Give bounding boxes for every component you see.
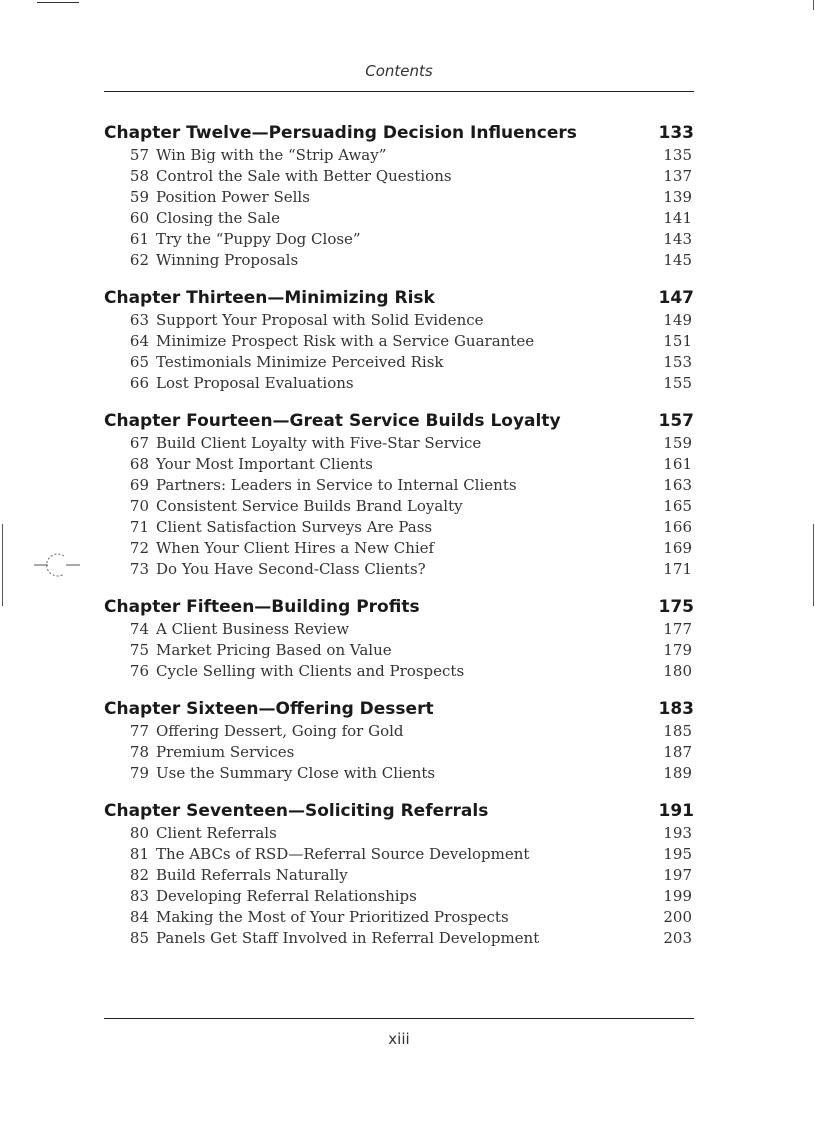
footer-rule — [104, 1018, 694, 1019]
entry-number: 71 — [129, 518, 149, 536]
entry-page: 135 — [663, 146, 692, 164]
entry-title: Control the Sale with Better Questions — [156, 167, 452, 185]
toc-entry — [104, 539, 694, 560]
chapter-heading — [104, 288, 694, 311]
entry-page: 159 — [663, 434, 692, 452]
chapter-section — [104, 801, 694, 950]
toc-entry — [104, 908, 694, 929]
entry-page: 151 — [663, 332, 692, 350]
entry-title: A Client Business Review — [156, 620, 350, 638]
registration-mark-icon — [34, 550, 80, 580]
entry-number: 62 — [129, 251, 149, 269]
entry-title: Lost Proposal Evaluations — [156, 374, 354, 392]
entry-title: Client Satisfaction Surveys Are Pass — [156, 518, 433, 536]
crop-mark-right-top — [813, 0, 814, 10]
entry-number: 82 — [129, 866, 149, 884]
entry-number: 58 — [129, 167, 149, 185]
entry-page: 165 — [663, 497, 692, 515]
toc-entry — [104, 476, 694, 497]
entry-number: 64 — [129, 332, 149, 350]
chapter-heading — [104, 801, 694, 824]
running-head: Contents — [365, 62, 433, 80]
chapter-section — [104, 288, 694, 395]
entry-number: 66 — [129, 374, 149, 392]
entry-title: Testimonials Minimize Perceived Risk — [156, 353, 444, 371]
toc-entry — [104, 332, 694, 353]
entry-number: 85 — [129, 929, 149, 947]
chapter-title: Chapter Sixteen—Offering Dessert — [104, 699, 434, 719]
chapter-section — [104, 411, 694, 581]
toc-entry — [104, 353, 694, 374]
table-of-contents — [104, 123, 694, 966]
chapter-title: Chapter Thirteen—Minimizing Risk — [104, 288, 435, 308]
entry-page: 171 — [663, 560, 692, 578]
entry-page: 166 — [663, 518, 692, 536]
toc-entry — [104, 209, 694, 230]
chapter-section — [104, 123, 694, 272]
toc-entry — [104, 518, 694, 539]
entry-page: 177 — [663, 620, 692, 638]
chapter-page: 157 — [658, 411, 694, 431]
entry-number: 67 — [129, 434, 149, 452]
entry-page: 180 — [663, 662, 692, 680]
entry-page: 153 — [663, 353, 692, 371]
entry-page: 187 — [663, 743, 692, 761]
entry-title: Position Power Sells — [156, 188, 310, 206]
entry-title: Cycle Selling with Clients and Prospects — [156, 662, 465, 680]
toc-entry — [104, 929, 694, 950]
toc-entry — [104, 866, 694, 887]
entry-number: 72 — [129, 539, 149, 557]
entry-number: 57 — [129, 146, 149, 164]
entry-number: 68 — [129, 455, 149, 473]
toc-entry — [104, 497, 694, 518]
entry-page: 200 — [663, 908, 692, 926]
chapter-page: 175 — [658, 597, 694, 617]
entry-number: 61 — [129, 230, 149, 248]
crop-mark-left — [2, 524, 3, 606]
entry-title: Consistent Service Builds Brand Loyalty — [156, 497, 463, 515]
entry-title: Your Most Important Clients — [156, 455, 373, 473]
entry-title: The ABCs of RSD—Referral Source Development — [156, 845, 530, 863]
entry-number: 84 — [129, 908, 149, 926]
entry-page: 141 — [663, 209, 692, 227]
entry-number: 73 — [129, 560, 149, 578]
entry-page: 199 — [663, 887, 692, 905]
entry-title: Support Your Proposal with Solid Evidence — [156, 311, 484, 329]
toc-entry — [104, 167, 694, 188]
entry-title: Developing Referral Relationships — [156, 887, 417, 905]
toc-entry — [104, 620, 694, 641]
toc-entry — [104, 560, 694, 581]
entry-number: 70 — [129, 497, 149, 515]
entry-title: Making the Most of Your Prioritized Prospects — [156, 908, 509, 926]
toc-entry — [104, 230, 694, 251]
toc-entry — [104, 374, 694, 395]
chapter-title: Chapter Twelve—Persuading Decision Influencers — [104, 123, 577, 143]
entry-title: Win Big with the “Strip Away” — [156, 146, 387, 164]
entry-number: 78 — [129, 743, 149, 761]
chapter-page: 183 — [658, 699, 694, 719]
entry-title: Do You Have Second-Class Clients? — [156, 560, 426, 578]
crop-mark-top — [37, 2, 79, 3]
chapter-section — [104, 597, 694, 683]
entry-number: 69 — [129, 476, 149, 494]
entry-page: 197 — [663, 866, 692, 884]
entry-page: 163 — [663, 476, 692, 494]
entry-page: 155 — [663, 374, 692, 392]
toc-entry — [104, 434, 694, 455]
chapter-heading — [104, 123, 694, 146]
entry-page: 143 — [663, 230, 692, 248]
entry-number: 80 — [129, 824, 149, 842]
page-number: xiii — [388, 1030, 410, 1048]
entry-title: Winning Proposals — [156, 251, 299, 269]
toc-entry — [104, 641, 694, 662]
entry-title: Client Referrals — [156, 824, 277, 842]
chapter-heading — [104, 699, 694, 722]
entry-title: Partners: Leaders in Service to Internal Clients — [156, 476, 517, 494]
toc-entry — [104, 764, 694, 785]
entry-number: 81 — [129, 845, 149, 863]
entry-page: 189 — [663, 764, 692, 782]
toc-entry — [104, 251, 694, 272]
toc-entry — [104, 311, 694, 332]
entry-page: 179 — [663, 641, 692, 659]
chapter-heading — [104, 411, 694, 434]
chapter-title: Chapter Fifteen—Building Profits — [104, 597, 420, 617]
entry-page: 145 — [663, 251, 692, 269]
entry-title: Premium Services — [156, 743, 295, 761]
chapter-page: 133 — [658, 123, 694, 143]
entry-number: 79 — [129, 764, 149, 782]
chapter-page: 191 — [658, 801, 694, 821]
crop-mark-right — [813, 524, 814, 606]
entry-page: 149 — [663, 311, 692, 329]
chapter-title: Chapter Fourteen—Great Service Builds Loyalty — [104, 411, 561, 431]
header-rule — [104, 91, 694, 92]
toc-entry — [104, 662, 694, 683]
entry-page: 203 — [663, 929, 692, 947]
entry-title: Use the Summary Close with Clients — [156, 764, 436, 782]
entry-title: Try the “Puppy Dog Close” — [156, 230, 361, 248]
entry-title: When Your Client Hires a New Chief — [156, 539, 435, 557]
toc-entry — [104, 455, 694, 476]
entry-title: Build Client Loyalty with Five-Star Service — [156, 434, 482, 452]
entry-page: 193 — [663, 824, 692, 842]
entry-number: 60 — [129, 209, 149, 227]
entry-number: 75 — [129, 641, 149, 659]
chapter-page: 147 — [658, 288, 694, 308]
toc-entry — [104, 887, 694, 908]
toc-entry — [104, 146, 694, 167]
entry-title: Market Pricing Based on Value — [156, 641, 392, 659]
entry-page: 169 — [663, 539, 692, 557]
toc-entry — [104, 824, 694, 845]
entry-page: 137 — [663, 167, 692, 185]
entry-number: 63 — [129, 311, 149, 329]
entry-page: 185 — [663, 722, 692, 740]
entry-number: 77 — [129, 722, 149, 740]
entry-title: Closing the Sale — [156, 209, 281, 227]
entry-page: 139 — [663, 188, 692, 206]
entry-number: 74 — [129, 620, 149, 638]
entry-title: Build Referrals Naturally — [156, 866, 348, 884]
entry-number: 76 — [129, 662, 149, 680]
entry-number: 83 — [129, 887, 149, 905]
entry-title: Panels Get Staff Involved in Referral Development — [156, 929, 540, 947]
entry-number: 59 — [129, 188, 149, 206]
entry-number: 65 — [129, 353, 149, 371]
entry-page: 161 — [663, 455, 692, 473]
toc-entry — [104, 845, 694, 866]
entry-page: 195 — [663, 845, 692, 863]
toc-entry — [104, 188, 694, 209]
entry-title: Minimize Prospect Risk with a Service Guarantee — [156, 332, 535, 350]
chapter-heading — [104, 597, 694, 620]
entry-title: Offering Dessert, Going for Gold — [156, 722, 404, 740]
chapter-section — [104, 699, 694, 785]
toc-entry — [104, 722, 694, 743]
chapter-title: Chapter Seventeen—Soliciting Referrals — [104, 801, 489, 821]
toc-entry — [104, 743, 694, 764]
